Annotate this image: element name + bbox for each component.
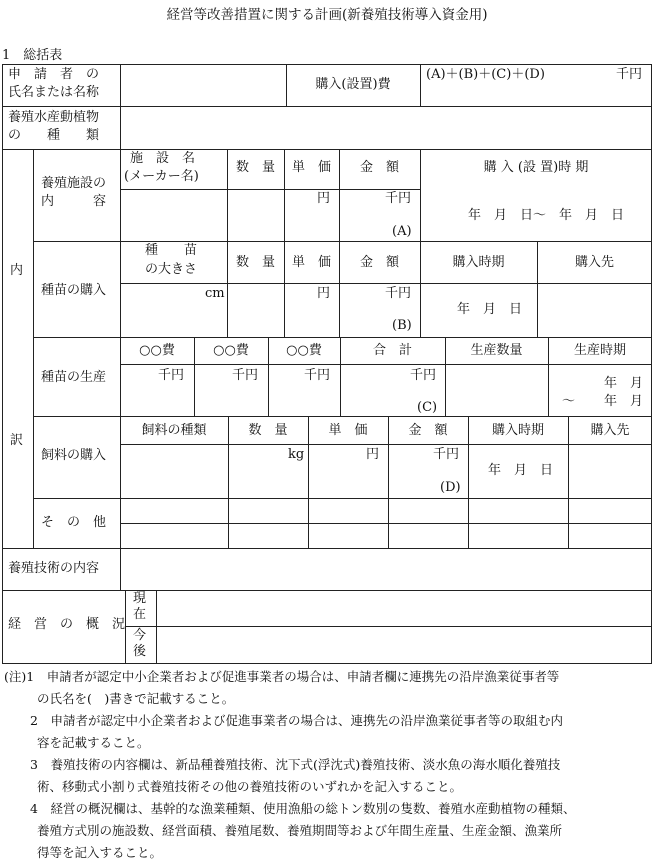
facility-name-header-line2: (メーカー名) <box>124 169 199 184</box>
note-1-line2: の氏名を( )書きで記載すること。 <box>37 691 235 706</box>
facility-qty-header: 数 量 <box>235 160 275 175</box>
seed-size-header-line2: の大きさ <box>145 262 198 277</box>
feed-price-header: 単 価 <box>328 423 368 438</box>
seed-price-header: 単 価 <box>291 255 331 270</box>
total-unit: 千円 <box>616 67 643 82</box>
management-future-2: 後 <box>133 644 147 659</box>
facility-label-line1: 養殖施設の <box>41 176 107 191</box>
feed-supplier-header: 購入先 <box>590 423 630 438</box>
document-title: 経営等改善措置に関する計画(新養殖技術導入資金用) <box>166 7 488 23</box>
feed-purchase-label: 飼料の購入 <box>41 448 107 463</box>
note-2-line2: 容を記載すること。 <box>37 735 150 750</box>
other-label: そ の 他 <box>41 515 107 530</box>
feed-amount-header: 金 額 <box>408 423 448 438</box>
feed-time-header: 購入時期 <box>491 423 544 438</box>
facility-name-header-line1: 施 設 名 <box>130 151 196 166</box>
section-heading: 1 総括表 <box>2 48 63 63</box>
note-3-line2: 術、移動式小割り式養殖技術その他の養殖技術のいずれかを記入すること。 <box>37 779 463 794</box>
note-4-line1: 4 経営の概況欄は、基幹的な漁業種類、使用漁船の総トン数別の隻数、養殖水産動植物の種類、 <box>30 801 576 816</box>
feed-qty-unit: kg <box>288 447 305 462</box>
note-1-line1: (注)1 申請者が認定中小企業者および促進事業者の場合は、申請者欄に連携先の沿岸漁業従事者等 <box>4 669 560 684</box>
production-total-tag: (C) <box>417 400 438 415</box>
species-label-line2: の 種 類 <box>8 128 100 143</box>
applicant-label-line1: 申 請 者 の <box>8 67 100 82</box>
facility-amount-unit: 千円 <box>385 191 412 206</box>
note-4-line2: 養殖方式別の施設数、経営面積、養殖尾数、養殖期間等および年間生産量、生産金額、漁業所 <box>37 823 563 838</box>
note-4-line3: 得等を記入すること。 <box>37 845 163 860</box>
facility-amount-tag: (A) <box>392 224 412 239</box>
seed-supplier-header: 購入先 <box>574 255 614 270</box>
seed-time-date: 年 月 日 <box>457 302 523 317</box>
facility-price-header: 単 価 <box>291 160 331 175</box>
feed-kind-header: 飼料の種類 <box>141 423 207 438</box>
feed-time-date: 年 月 日 <box>488 463 554 478</box>
seed-amount-unit: 千円 <box>385 286 412 301</box>
breakdown-label-wake: 訳 <box>10 433 24 448</box>
species-label-line1: 養殖水産動植物 <box>8 110 100 125</box>
facility-period-dates: 年 月 日～ 年 月 日 <box>468 208 625 223</box>
production-cost1-unit: 千円 <box>158 368 185 383</box>
production-time-month1: 年 月 <box>604 376 644 391</box>
production-cost2-header: ○○費 <box>213 343 249 358</box>
feed-price-unit: 円 <box>366 447 380 462</box>
seed-price-unit: 円 <box>317 286 331 301</box>
applicant-label-line2: 氏名または名称 <box>8 85 100 100</box>
note-3-line1: 3 養殖技術の内容欄は、新品種養殖技術、沈下式(浮沈式)養殖技術、淡水魚の海水順化養殖技 <box>30 757 561 772</box>
production-cost3-header: ○○費 <box>286 343 322 358</box>
production-time-month2: 年 月 <box>604 394 644 409</box>
total-formula: (A)＋(B)＋(C)＋(D) <box>426 67 545 82</box>
production-time-header: 生産時期 <box>573 343 626 358</box>
production-cost2-unit: 千円 <box>232 368 259 383</box>
seed-time-header: 購入時期 <box>452 255 505 270</box>
production-total-unit: 千円 <box>410 368 437 383</box>
facility-amount-header: 金 額 <box>359 160 399 175</box>
production-time-tilde: ～ <box>562 394 576 409</box>
facility-period-header: 購 入 (設 置)時 期 <box>483 160 589 175</box>
seed-purchase-label: 種苗の購入 <box>41 283 107 298</box>
facility-label-line2: 内 容 <box>41 194 107 209</box>
facility-price-unit: 円 <box>317 191 331 206</box>
production-total-header: 合 計 <box>372 343 412 358</box>
seed-production-label: 種苗の生産 <box>41 370 107 385</box>
purchase-cost-label: 購入(設置)費 <box>315 77 391 92</box>
feed-qty-header: 数 量 <box>248 423 288 438</box>
seed-size-unit: cm <box>205 286 225 301</box>
breakdown-label-uchi: 内 <box>10 263 24 278</box>
note-2-line1: 2 申請者が認定中小企業者および促進事業者の場合は、連携先の沿岸漁業従事者等の取組む内 <box>30 713 563 728</box>
management-current-1: 現 <box>133 591 147 606</box>
management-current-2: 在 <box>133 607 147 622</box>
management-label: 経 営 の 概 況 <box>8 617 126 632</box>
seed-size-header-line1: 種 苗 <box>145 243 198 258</box>
management-future-1: 今 <box>133 628 147 643</box>
production-qty-header: 生産数量 <box>470 343 523 358</box>
seed-amount-header: 金 額 <box>359 255 399 270</box>
production-cost1-header: ○○費 <box>139 343 175 358</box>
technique-label: 養殖技術の内容 <box>8 561 100 576</box>
production-cost3-unit: 千円 <box>304 368 331 383</box>
feed-amount-unit: 千円 <box>433 447 460 462</box>
seed-qty-header: 数 量 <box>235 255 275 270</box>
seed-amount-tag: (B) <box>392 318 412 333</box>
feed-amount-tag: (D) <box>440 480 461 495</box>
